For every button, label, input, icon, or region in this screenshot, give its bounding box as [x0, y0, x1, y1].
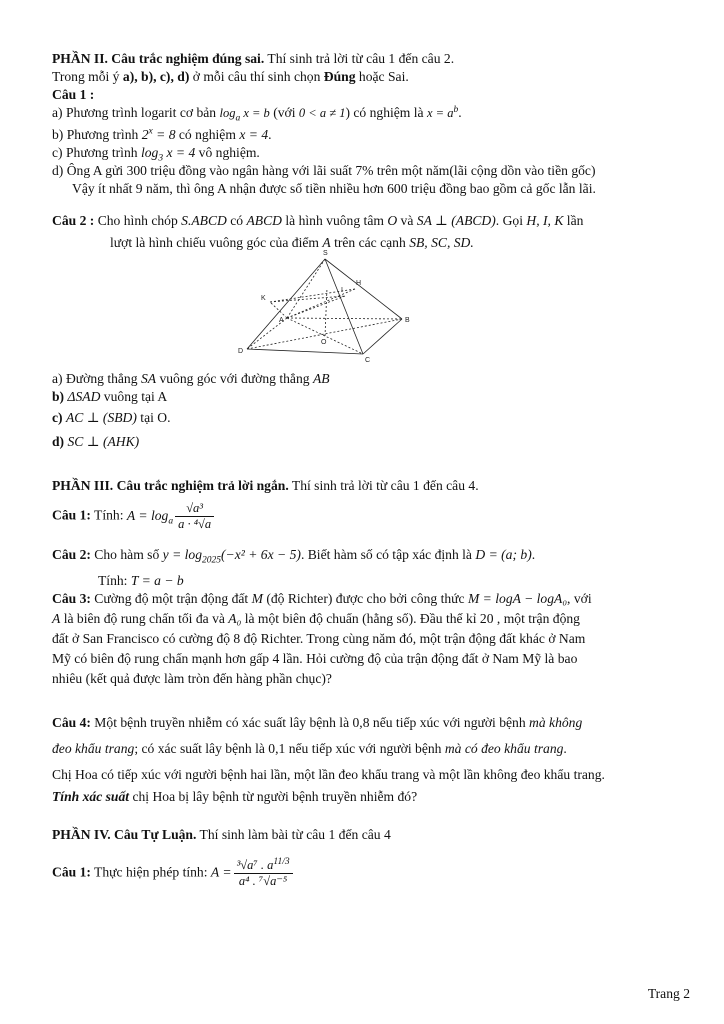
part3-q3-line3: đất ở San Francisco có cường độ 8 độ Richter. Trong cùng năm đó, một trận động đất khác ở Nam	[52, 631, 586, 646]
edge-CB	[363, 319, 402, 354]
part3-q2: Câu 2: Cho hàm số $y = \log_{2025}(-x^2 + 6x - 5)$. Biết hàm số có tập xác định là D = (a; b).	[52, 547, 536, 566]
label-B: B	[405, 317, 410, 324]
part2-instructions: Trong mỗi ý a), b), c), d) ở mỗi câu thí sinh chọn Đúng hoặc Sai.	[52, 69, 409, 84]
seg-AH	[287, 289, 355, 318]
part2-heading: PHẦN II. Câu trắc nghiệm đúng sai. Thí sinh trả lời từ câu 1 đến câu 2.	[52, 51, 455, 66]
part3-heading: PHẦN III. Câu trắc nghiệm trả lời ngắn. Thí sinh trả lời từ câu 1 đến câu 4.	[52, 478, 479, 493]
edge-SC	[325, 259, 363, 354]
part3-q3: Câu 3: Cường độ một trận động đất M (độ Richter) được cho bởi công thức M = logA − logA₀, với	[52, 591, 592, 606]
exam-page	[52, 50, 692, 889]
q2-option-b: b) ΔSAD vuông tại A	[52, 389, 168, 404]
edge-SA	[287, 259, 325, 318]
edge-DC	[247, 349, 363, 354]
part3-q3-line2: A là biên độ rung chấn tối đa và A₀ là một biên độ chuẩn (hằng số). Đầu thế kỉ 20 , một trận động	[52, 611, 580, 626]
q2-stem-cont: lượt là hình chiếu vuông góc của điểm A trên các cạnh SB, SC, SD.	[110, 235, 474, 250]
label-S: S	[323, 250, 328, 257]
part3-q4-line3: Chị Hoa có tiếp xúc với người bệnh hai lần, một lần đeo khẩu trang và một lần không đeo khẩu trang.	[52, 767, 605, 782]
q1-option-d-cont: Vậy ít nhất 9 năm, thì ông A nhận được số tiền nhiều hơn 600 triệu đồng bao gồm cả gốc lẫn lãi.	[72, 181, 596, 196]
seg-AK	[270, 302, 287, 318]
q1-option-a: a) Phương trình logarit cơ bản $\log_a x = b$ (với 0 < a ≠ 1) có nghiệm là $x = a^b$.	[52, 104, 462, 124]
part3-q4: Câu 4: Một bệnh truyền nhiễm có xác suất lây bệnh là 0,8 nếu tiếp xúc với người bệnh mà không	[52, 715, 583, 730]
label-K: K	[261, 295, 266, 302]
label-O: O	[321, 339, 327, 346]
part4-heading: PHẦN IV. Câu Tự Luận. Thí sinh làm bài từ câu 1 đến câu 4	[52, 827, 391, 842]
q1-option-c: c) Phương trình $\log_3 x = 4$ vô nghiệm.	[52, 145, 260, 164]
part3-q3-line4: Mỹ có biên độ rung chấn mạnh hơn gấp 4 lần. Hỏi cường độ của trận động đất ở Nam Mỹ là bao	[52, 651, 578, 666]
part3-q2-calc: Tính: T = a − b	[98, 573, 184, 588]
label-D: D	[238, 348, 244, 355]
part3-q3-line5: nhiêu (kết quả được làm tròn đến hàng phần chục)?	[52, 671, 332, 686]
label-H: H	[356, 280, 362, 287]
q2-option-d: d) SC ⊥ (AHK)	[52, 434, 140, 449]
part4-q1: Câu 1: Thực hiện phép tính: A = $\frac{^3√a^7 . a^{11/3}}{\text{a⁴ . ⁷√a⁻⁵}}$	[52, 858, 692, 889]
q2-stem: Câu 2 : Cho hình chóp S.ABCD có ABCD là hình vuông tâm O và SA ⊥ (ABCD). Gọi H, I, K lần	[52, 213, 584, 228]
q2-option-a: a) Đường thẳng SA vuông góc với đường thẳng AB	[52, 371, 330, 386]
part3-q4-line4: Tính xác suất chị Hoa bị lây bệnh từ người bệnh truyền nhiễm đó?	[52, 789, 418, 804]
edge-AB	[287, 318, 402, 319]
edge-SD	[247, 259, 325, 349]
label-C: C	[365, 357, 371, 364]
page-number: Trang 2	[647, 986, 690, 1001]
q1-option-d: d) Ông A gửi 300 triệu đồng vào ngân hàng với lãi suất 7% trên một năm(lãi cộng dồn vào tiền gốc)	[52, 163, 596, 178]
seg-OI	[325, 288, 327, 336]
label-A: A	[279, 317, 284, 324]
edge-SB	[325, 259, 402, 319]
pyramid-diagram	[237, 250, 427, 366]
seg-KI	[270, 296, 345, 302]
q2-option-c: c) AC ⊥ (SBD) tại O.	[52, 410, 171, 425]
q1-option-b: b) Phương trình $2^x = 8$ có nghiệm x = 4.	[52, 126, 272, 142]
part3-q1: Câu 1: Tính: $A = \log_a$ $\frac{\text{√a³}}{\text{a · ⁴√a}}$	[52, 501, 692, 532]
question-label: Câu 1 :	[52, 87, 95, 102]
part3-q4-line2: đeo khẩu trang; có xác suất lây bệnh là 0,1 nếu tiếp xúc với người bệnh mà có đeo khẩu trang.	[52, 741, 567, 756]
label-I: I	[341, 287, 343, 294]
